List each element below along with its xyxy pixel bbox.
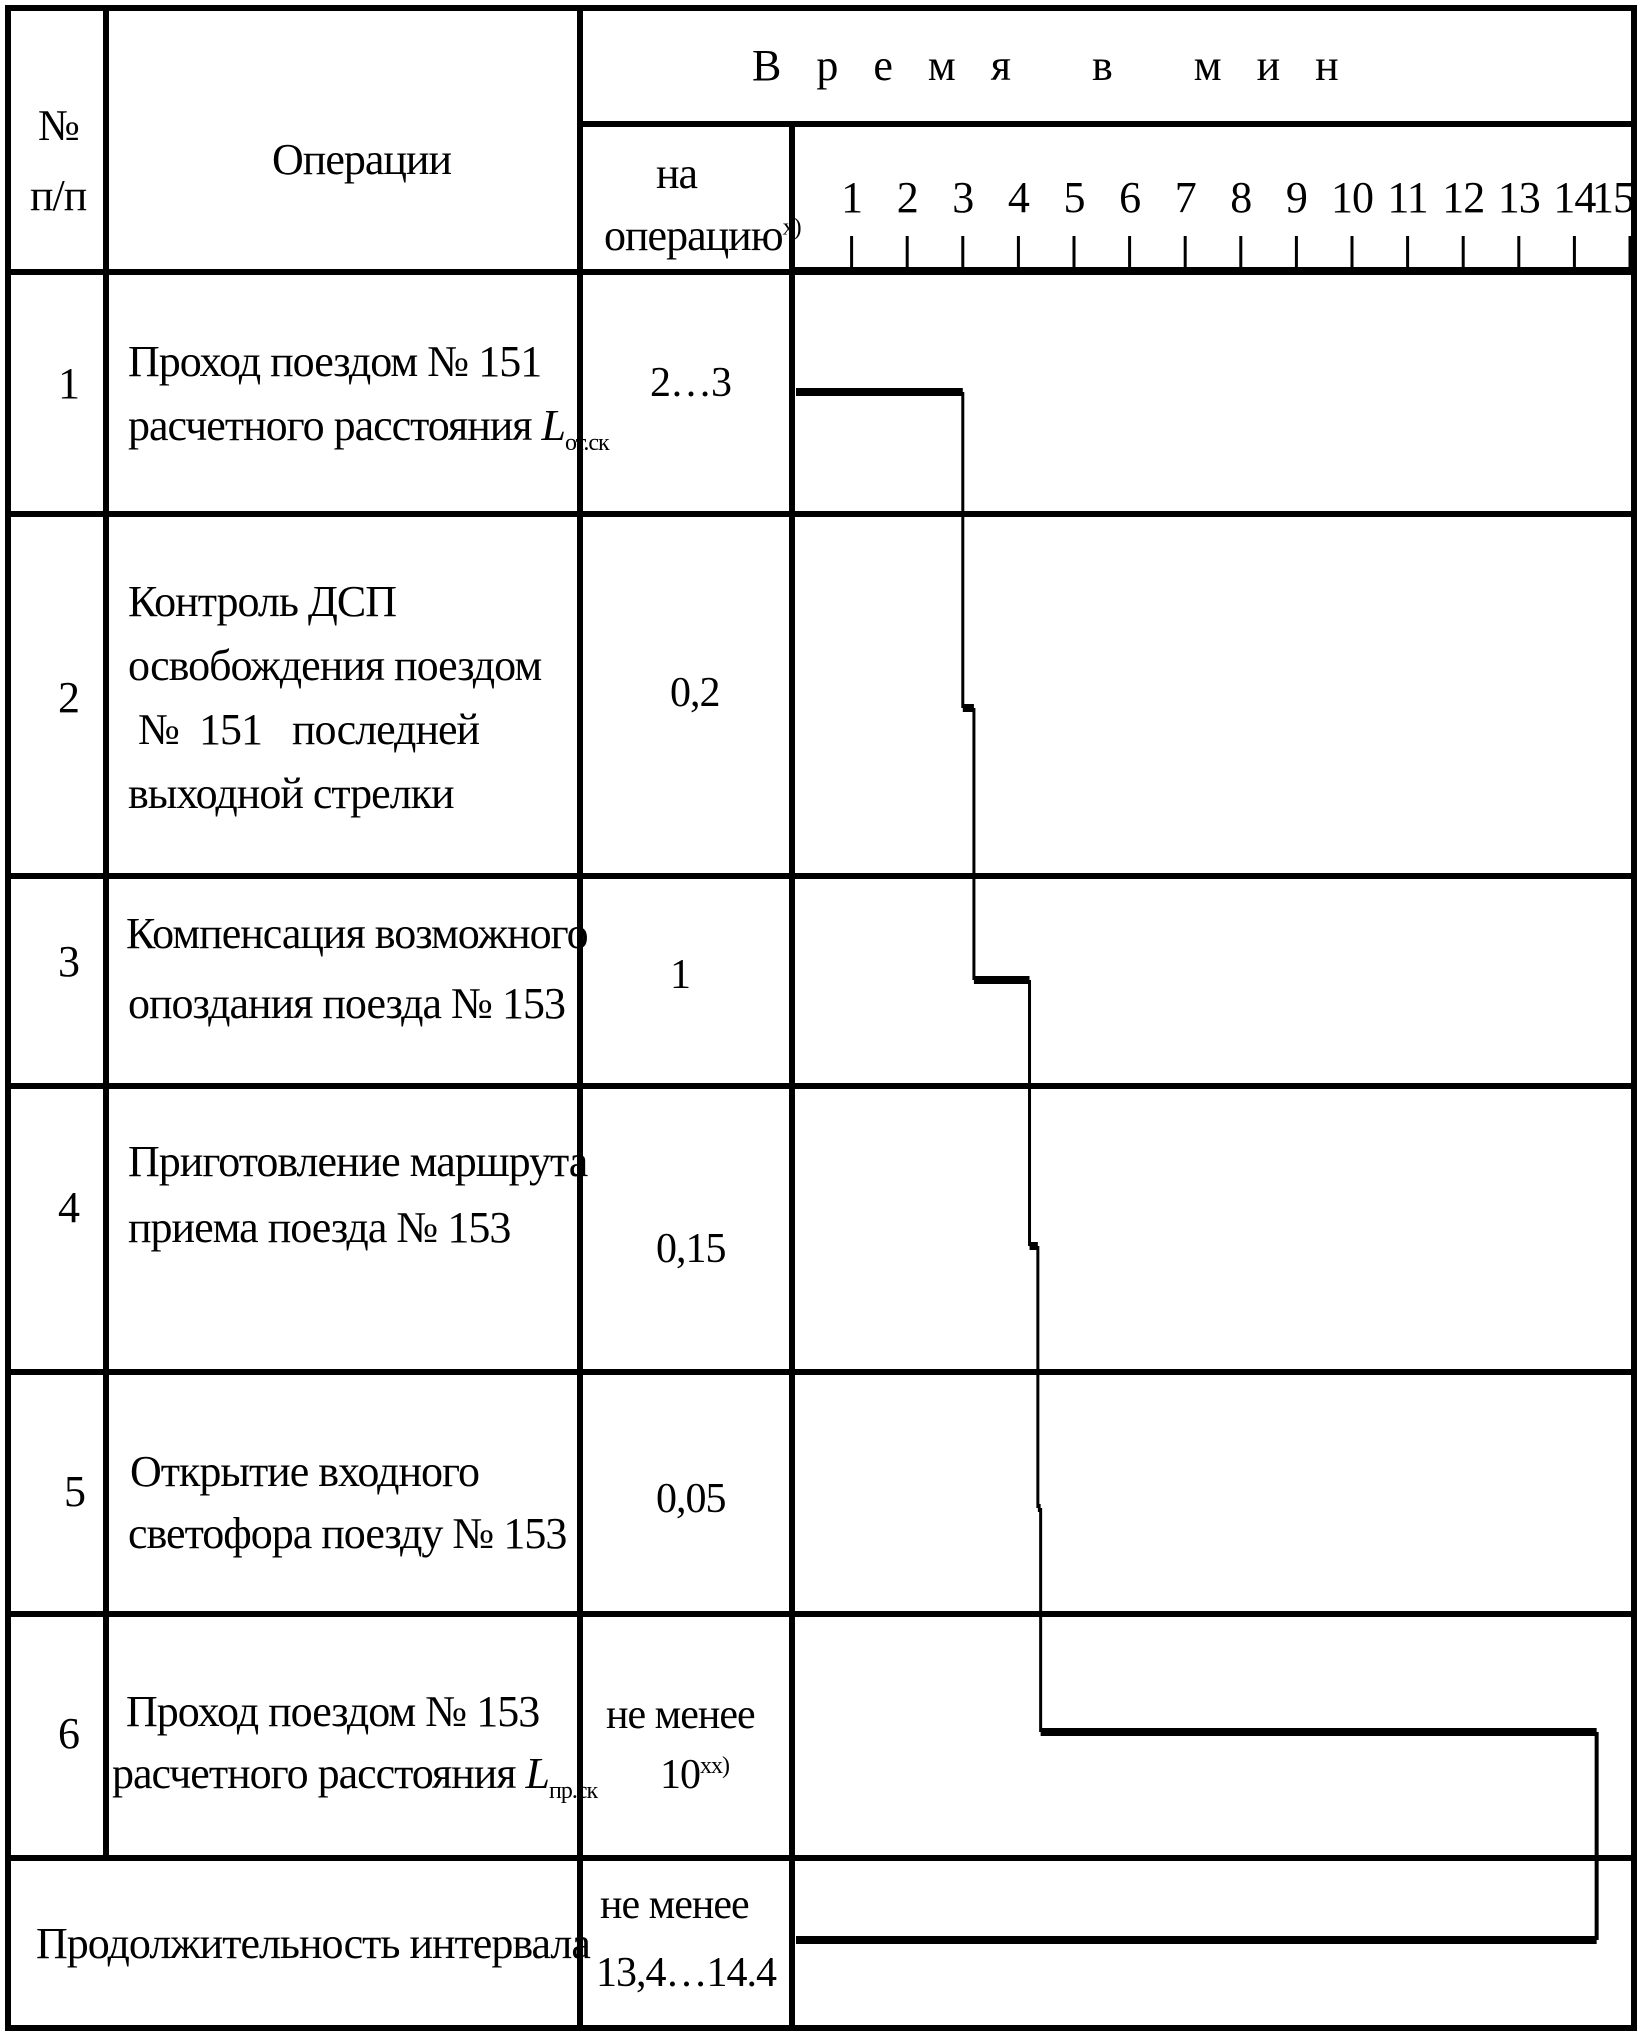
tick-label-1: 1 bbox=[841, 173, 863, 222]
time-axis-ticks bbox=[852, 236, 1630, 268]
total-label: Продолжительность интервала bbox=[36, 1919, 590, 1968]
time-title: В р е м я в м и н bbox=[752, 41, 1351, 90]
row-5-duration: 0,05 bbox=[656, 1476, 726, 1522]
tick-label-15: 15 bbox=[1592, 173, 1634, 222]
num-subheader: п/п bbox=[30, 171, 87, 220]
tick-label-4: 4 bbox=[1007, 173, 1029, 222]
row-2-op-line1: Контроль ДСП bbox=[128, 577, 397, 626]
row-2-op-line4: выходной стрелки bbox=[128, 769, 454, 818]
num-header: № bbox=[38, 101, 79, 150]
row-6-symbol-sub: пр.ск bbox=[549, 1777, 598, 1804]
per-op-footnote: х) bbox=[782, 214, 801, 241]
row-3-op-line2: опоздания поезда № 153 bbox=[128, 979, 566, 1028]
row-3-op-line1: Компенсация возможного bbox=[126, 909, 588, 958]
row-6-num: 6 bbox=[58, 1709, 79, 1758]
row-2-duration: 0,2 bbox=[670, 670, 720, 716]
total-duration-line1: не менее bbox=[600, 1882, 749, 1928]
tick-label-9: 9 bbox=[1285, 173, 1307, 222]
row-2-op-line2: освобождения поездом bbox=[128, 641, 542, 690]
row-6-duration-line1: не менее bbox=[606, 1692, 755, 1738]
row-1-op-line1: Проход поездом № 151 bbox=[128, 337, 542, 386]
row-1-duration: 2…3 bbox=[650, 360, 731, 406]
row-3-num: 3 bbox=[58, 937, 79, 986]
tick-label-12: 12 bbox=[1442, 173, 1485, 222]
row-1-num: 1 bbox=[58, 359, 79, 408]
row-5-op-line1: Открытие входного bbox=[130, 1447, 479, 1496]
tick-label-14: 14 bbox=[1553, 173, 1596, 222]
tick-label-7: 7 bbox=[1174, 173, 1196, 222]
tick-label-11: 11 bbox=[1387, 173, 1428, 222]
row-4-duration: 0,15 bbox=[656, 1226, 726, 1272]
tick-label-8: 8 bbox=[1230, 173, 1252, 222]
row-1-symbol: L bbox=[541, 401, 566, 450]
row-2-num: 2 bbox=[58, 673, 79, 722]
tick-label-2: 2 bbox=[896, 173, 918, 222]
row-3-duration: 1 bbox=[670, 952, 690, 998]
ops-header: Операции bbox=[272, 135, 452, 184]
row-6-symbol: L bbox=[525, 1749, 550, 1798]
tick-label-10: 10 bbox=[1331, 173, 1373, 222]
per-op-header-line2: операцию$^{х)}$ bbox=[604, 211, 801, 260]
row-6-op-line1: Проход поездом № 153 bbox=[126, 1687, 540, 1736]
row-6-op-line2: расчетного расстояния $L_{пр.ск}$ bbox=[112, 1749, 598, 1804]
row-4-num: 4 bbox=[58, 1183, 79, 1232]
tick-label-3: 3 bbox=[952, 173, 974, 222]
row-5-num: 5 bbox=[64, 1467, 85, 1516]
tick-label-5: 5 bbox=[1063, 173, 1085, 222]
row-4-op-line2: приема поезда № 153 bbox=[128, 1203, 511, 1252]
row-1-symbol-sub: от.ск bbox=[565, 429, 609, 456]
row-6-footnote: хх) bbox=[700, 1753, 729, 1779]
row-4-op-line1: Приготовление маршрута bbox=[128, 1137, 588, 1186]
total-duration-line2: 13,4…14.4 bbox=[596, 1950, 776, 1996]
row-6-duration-line2: $10^{хх)}$ bbox=[660, 1752, 729, 1798]
gantt-chart bbox=[796, 392, 1597, 1940]
tick-label-13: 13 bbox=[1497, 173, 1540, 222]
row-1-op-line2: расчетного расстояния $L_{от.ск}$ bbox=[128, 401, 609, 456]
row-2-op-line3: № 151 последней bbox=[128, 705, 480, 754]
row-5-op-line2: светофора поезду № 153 bbox=[128, 1509, 567, 1558]
per-op-header-line1: на bbox=[656, 149, 698, 198]
tick-label-6: 6 bbox=[1119, 173, 1141, 222]
